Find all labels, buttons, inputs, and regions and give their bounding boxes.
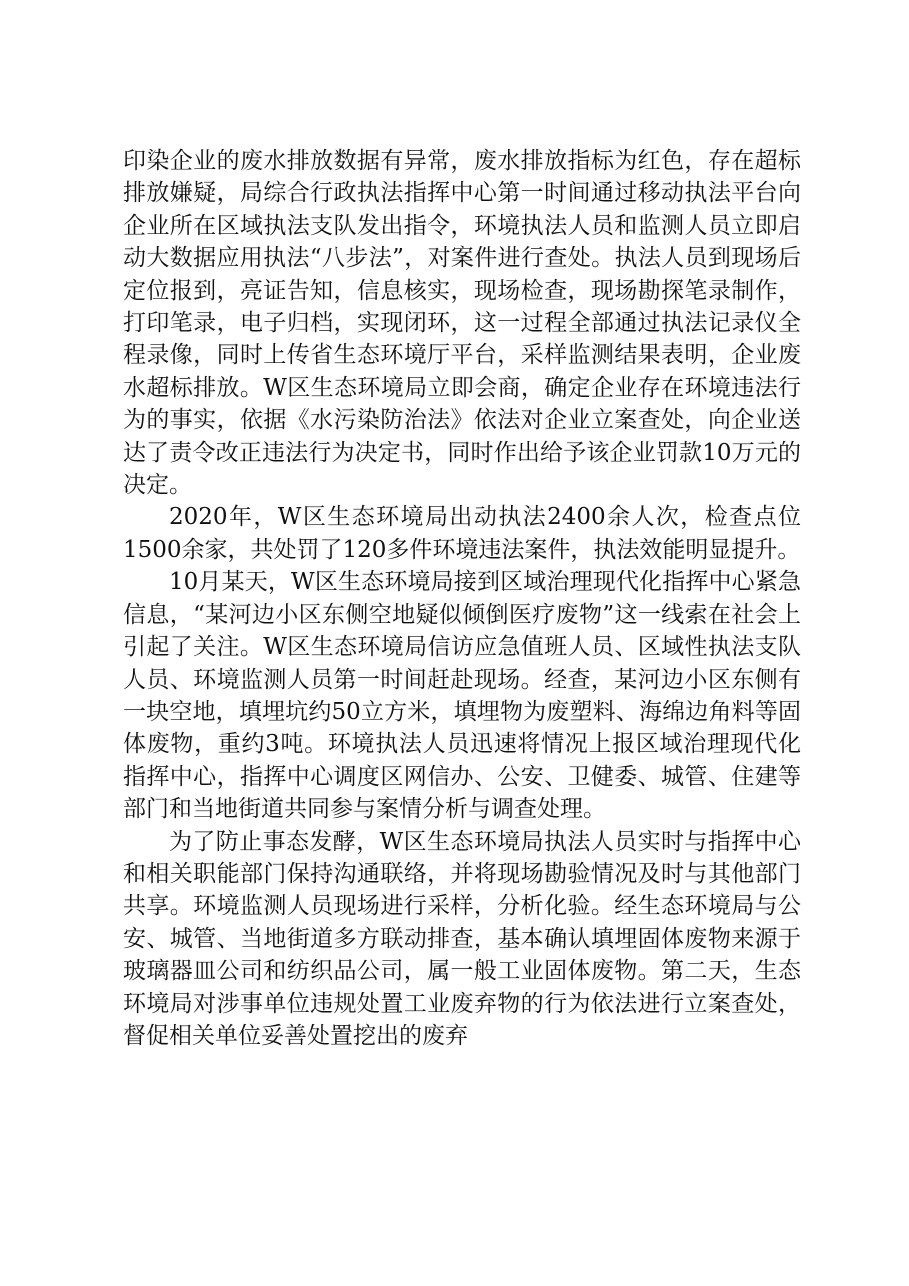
- paragraph-annual-statistics: 2020年，W区生态环境局出动执法2400余人次，检查点位1500余家，共处罚了120多件环境违法案件，执法效能明显提升。: [123, 504, 801, 563]
- paragraph-joint-investigation: 为了防止事态发酵，W区生态环境局执法人员实时与指挥中心和相关职能部门保持沟通联络，并将现场勘验情况及时与其他部门共享。环境监测人员现场进行采样，分析化验。经生态环境局与公安、城管、当地街道多方联动排查，基本确认填埋固体废物来源于玻璃器皿公司和纺织品公司，属一般工业固体废物。第二天，生态环境局对涉事单位违规处置工业废弃物的行为依法进行立案查处，督促相关单位妥善处置挖出的废弃: [123, 828, 801, 1049]
- paragraph-dumping-incident: 10月某天，W区生态环境局接到区域治理现代化指挥中心紧急信息，“某河边小区东侧空地疑似倾倒医疗废物”这一线索在社会上引起了关注。W区生态环境局信访应急值班人员、区域性执法支队人员、环境监测人员第一时间赶赴现场。经查，某河边小区东侧有一块空地，填埋坑约50立方米，填埋物为废塑料、海绵边角料等固体废物，重约3吨。环境执法人员迅速将情况上报区域治理现代化指挥中心，指挥中心调度区网信办、公安、卫健委、城管、住建等部门和当地街道共同参与案情分析与调查处理。: [123, 569, 801, 823]
- document-body: [123, 145, 801, 1052]
- paragraph-case-handling: 印染企业的废水排放数据有异常，废水排放指标为红色，存在超标排放嫌疑，局综合行政执法指挥中心第一时间通过移动执法平台向企业所在区域执法支队发出指令，环境执法人员和监测人员立即启动大数据应用执法“八步法”，对案件进行查处。执法人员到现场后定位报到，亮证告知，信息核实，现场检查，现场勘探笔录制作，打印笔录，电子归档，实现闭环，这一过程全部通过执法记录仪全程录像，同时上传省生态环境厅平台，采样监测结果表明，企业废水超标排放。W区生态环境局立即会商，确定企业存在环境违法行为的事实，依据《水污染防治法》依法对企业立案查处，向企业送达了责令改正违法行为决定书，同时作出给予该企业罚款10万元的决定。: [123, 148, 801, 499]
